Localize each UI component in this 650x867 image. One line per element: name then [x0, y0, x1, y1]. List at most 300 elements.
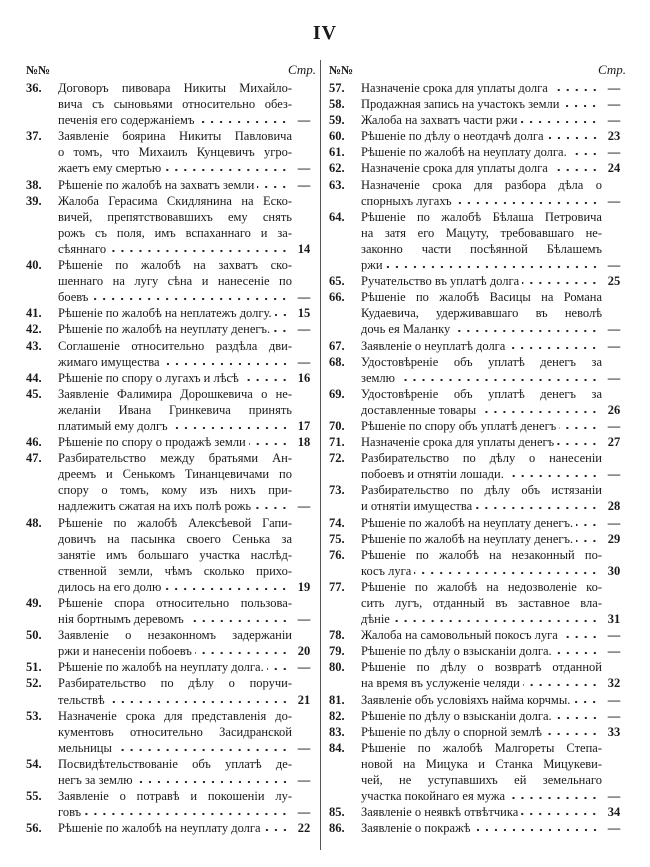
page-ref: 25: [607, 274, 621, 289]
page-ref: 24: [607, 161, 621, 176]
title-line: участка покойнаго ея мужа: [361, 789, 506, 804]
page-ref: —: [297, 805, 311, 820]
entry-number: 49.: [26, 596, 42, 610]
title-line-row: [361, 756, 626, 772]
title-line: Посвидѣтельствованіе объ уплатѣ де-: [58, 756, 292, 771]
toc-entry: [26, 788, 316, 820]
title-last-line: [58, 611, 316, 627]
entry-title: [361, 80, 626, 96]
page-ref: —: [607, 258, 621, 273]
toc-entry: [26, 595, 316, 627]
title-line-row: [58, 466, 316, 482]
entry-title: [58, 80, 316, 128]
title-line: Кудаевича, удерживавшаго въ неволѣ: [361, 306, 602, 321]
toc-entry: [26, 820, 316, 836]
title-line-row: [361, 289, 626, 305]
entry-number: 80.: [329, 660, 345, 675]
toc-entry: [329, 418, 626, 434]
entry-title: [361, 177, 626, 209]
title-line: Рѣшеніе по жалобѣ Алексѣевой Гапи-: [58, 515, 292, 530]
title-line: рожъ съ поля, имъ вспаханнаго и за-: [58, 225, 292, 240]
toc-entry: [329, 659, 626, 691]
title-line: Назначеніе срока для уплаты денегъ: [361, 435, 555, 450]
entry-title: [361, 659, 626, 691]
entry-number: 48.: [26, 515, 42, 530]
title-line: новой на Мицука и Станка Мицукеви-: [361, 756, 602, 771]
title-line: Жалоба на захватъ части ржи: [361, 113, 518, 128]
title-line: Заявленіе объ условіяхъ найма корчмы.: [361, 692, 571, 707]
title-line: шеннаго на лугу сѣна и нанесеніе по: [58, 274, 292, 289]
title-line: платимый ему долгъ: [58, 418, 168, 433]
entry-title: [361, 740, 626, 804]
toc-entry: [26, 708, 316, 756]
title-line-row: [361, 579, 626, 595]
dot-leader: [555, 645, 599, 655]
title-line-row: [58, 338, 316, 354]
entry-number: 40.: [26, 258, 42, 273]
dot-leader: [453, 323, 599, 333]
title-last-line: [361, 144, 626, 160]
title-last-line: [361, 611, 626, 627]
entry-title: [361, 547, 626, 579]
title-line: желаніи Ивана Гринкевича принять: [58, 402, 292, 417]
toc-entry: [26, 756, 316, 788]
title-line: сѣяннаго: [58, 241, 107, 256]
title-line: Заявленіе о потравѣ и покошеніи лу-: [58, 789, 292, 804]
page-ref: —: [607, 708, 621, 723]
title-line-row: [58, 515, 316, 531]
title-line: спору о томъ, кому изъ нихъ при-: [58, 483, 292, 498]
page-ref: —: [297, 773, 311, 788]
title-line-row: [58, 756, 316, 772]
toc-entry: [26, 434, 316, 450]
title-last-line: [361, 643, 626, 659]
page-ref: —: [297, 161, 311, 176]
title-line-row: [58, 402, 316, 418]
title-line: побоевъ и отнятіи лошади.: [361, 467, 504, 482]
title-line-row: [58, 80, 316, 96]
entry-title: [361, 692, 626, 708]
title-line-row: [361, 354, 626, 370]
dot-leader: [414, 565, 599, 575]
title-line-row: [361, 209, 626, 225]
toc-entry: [26, 321, 316, 337]
entry-number: 79.: [329, 644, 345, 659]
entry-title: [361, 112, 626, 128]
title-line: на затя его Мацуту, требовавшаго не-: [361, 225, 602, 240]
page-ref: —: [607, 193, 621, 208]
title-line: Заявленіе о покражѣ: [361, 821, 471, 836]
title-line-row: [361, 547, 626, 563]
page-number: IV: [312, 22, 338, 44]
title-line-row: [58, 450, 316, 466]
entry-title: [58, 820, 316, 836]
title-line: Рѣшеніе по дѣлу о взысканіи долга.: [361, 644, 552, 659]
entry-number: 56.: [26, 821, 42, 836]
entry-title: [361, 160, 626, 176]
page-ref: —: [607, 97, 621, 112]
dot-leader: [187, 613, 289, 623]
dot-leader: [562, 98, 599, 108]
title-last-line: [58, 804, 316, 820]
title-last-line: [361, 498, 626, 514]
toc-entry: [26, 128, 316, 176]
dot-leader: [455, 195, 599, 205]
dot-leader: [547, 130, 599, 140]
toc-entry: [329, 354, 626, 386]
entry-number: 59.: [329, 113, 345, 128]
title-last-line: [361, 273, 626, 289]
title-line-row: [58, 482, 316, 498]
entry-title: [58, 193, 316, 257]
toc-entry: [329, 273, 626, 289]
toc-entry: [26, 627, 316, 659]
title-line: Разбирательство по дѣлу объ истязаніи: [361, 483, 602, 498]
page-ref: —: [297, 660, 311, 675]
entry-number: 68.: [329, 354, 345, 369]
entry-title: [58, 756, 316, 788]
title-last-line: [361, 563, 626, 579]
title-last-line: [361, 434, 626, 450]
entry-title: [58, 386, 316, 434]
title-line: Рѣшеніе спора относительно пользова-: [58, 596, 292, 610]
entry-title: [58, 788, 316, 820]
title-line: Разбирательство по дѣлу о нанесеніи: [361, 451, 602, 466]
title-last-line: [58, 579, 316, 595]
title-line: Рѣшеніе по жалобѣ на захватъ ско-: [58, 258, 292, 273]
title-line: сить лугъ, отданный въ заставное вла-: [361, 596, 602, 610]
page-ref: 21: [297, 692, 311, 707]
title-line: спорныхъ лугахъ: [361, 193, 452, 208]
title-line: Рѣшеніе по жалобѣ на неуплату долга.: [361, 145, 567, 160]
toc-entry: [26, 386, 316, 434]
entry-number: 55.: [26, 789, 42, 804]
toc-entry: [26, 80, 316, 128]
page-ref: 19: [297, 579, 311, 594]
entry-title: [361, 338, 626, 354]
entry-title: [361, 289, 626, 337]
title-last-line: [361, 531, 626, 547]
entry-title: [361, 144, 626, 160]
toc-list-right: [329, 80, 626, 836]
entry-number: 85.: [329, 805, 345, 820]
title-last-line: [361, 80, 626, 96]
title-line-row: [58, 627, 316, 643]
page-ref: 20: [297, 644, 311, 659]
dot-leader: [551, 162, 599, 172]
page-ref: —: [607, 338, 621, 353]
title-last-line: [361, 257, 626, 273]
page-ref: 18: [297, 435, 311, 450]
title-line: надлежитъ сжатая на ихъ полѣ рожь: [58, 499, 252, 514]
title-last-line: [361, 675, 626, 691]
title-line-row: [58, 595, 316, 611]
entry-title: [58, 659, 316, 675]
toc-entry: [329, 579, 626, 627]
entry-number: 65.: [329, 274, 345, 289]
page-ref: —: [607, 370, 621, 385]
entry-title: [361, 482, 626, 514]
page-ref: 27: [607, 435, 621, 450]
page-ref: —: [607, 692, 621, 707]
title-line: Рѣшеніе по жалобѣ на недозволеніе ко-: [361, 579, 602, 594]
dot-leader: [386, 259, 599, 269]
page-ref: —: [297, 740, 311, 755]
title-line: Рѣшеніе по спору объ уплатѣ денегъ: [361, 418, 557, 433]
toc-entry: [329, 160, 626, 176]
page-ref: 31: [607, 612, 621, 627]
title-line-row: [58, 96, 316, 112]
toc-entry: [329, 96, 626, 112]
entry-title: [361, 273, 626, 289]
title-line: Рѣшеніе по дѣлу о взысканіи долга.: [361, 708, 552, 723]
dot-leader: [507, 468, 599, 478]
toc-entry: [329, 643, 626, 659]
title-last-line: [58, 321, 316, 337]
toc-entry: [329, 531, 626, 547]
entry-number: 77.: [329, 579, 345, 594]
entry-number: 73.: [329, 483, 345, 498]
title-line-row: [361, 659, 626, 675]
title-line: Рѣшеніе по жалобѣ на неуплату денегъ.: [361, 515, 574, 530]
page-ref: —: [607, 821, 621, 836]
title-line-row: [58, 547, 316, 563]
entry-number: 39.: [26, 193, 42, 208]
title-last-line: [58, 740, 316, 756]
entry-number: 36.: [26, 81, 42, 95]
dot-leader: [557, 436, 599, 446]
entry-number: 67.: [329, 338, 345, 353]
dot-leader: [264, 822, 289, 832]
toc-entry: [26, 305, 316, 321]
toc-entry: [329, 434, 626, 450]
title-line-row: [361, 772, 626, 788]
title-last-line: [361, 515, 626, 531]
entry-number: 86.: [329, 821, 345, 836]
entry-number: 44.: [26, 370, 42, 385]
title-line: Рѣшеніе по дѣлу о возвратѣ отданной: [361, 660, 602, 675]
entry-title: [361, 128, 626, 144]
title-last-line: [58, 498, 316, 514]
toc-entry: [329, 450, 626, 482]
title-line: Рѣшеніе по жалобѣ Малгореты Степа-: [361, 740, 602, 755]
title-last-line: [58, 112, 316, 128]
title-line-row: [361, 595, 626, 611]
title-line: Рѣшеніе по жалобѣ на неуплату долга: [58, 821, 261, 836]
title-line-row: [58, 257, 316, 273]
entry-title: [58, 128, 316, 176]
dot-leader: [197, 114, 289, 124]
dot-leader: [576, 517, 599, 527]
dot-leader: [508, 340, 599, 350]
title-last-line: [361, 128, 626, 144]
title-last-line: [361, 820, 626, 836]
toc-entry: [329, 209, 626, 273]
entry-number: 74.: [329, 515, 345, 530]
toc-entry: [329, 289, 626, 337]
title-line-row: [58, 788, 316, 804]
title-line: Разбирательство по дѣлу о поручи-: [58, 676, 292, 691]
toc-entry: [329, 547, 626, 579]
page-ref: 26: [607, 402, 621, 417]
entry-title: [361, 724, 626, 740]
title-line-row: [58, 563, 316, 579]
title-line: Разбирательство между братьями Ан-: [58, 451, 292, 466]
title-line-row: [58, 193, 316, 209]
title-last-line: [58, 305, 316, 321]
title-line: дѣніе: [361, 612, 390, 627]
title-line-row: [361, 386, 626, 402]
entry-number: 71.: [329, 435, 345, 450]
entry-title: [361, 434, 626, 450]
entry-number: 51.: [26, 660, 42, 675]
entry-title: [58, 370, 316, 386]
page-ref: —: [297, 177, 311, 192]
entry-number: 52.: [26, 676, 42, 691]
toc-entry: [26, 450, 316, 514]
entry-title: [361, 386, 626, 418]
title-line: жаетъ ему смертью: [58, 161, 162, 176]
dot-leader: [273, 323, 289, 333]
entry-number: 61.: [329, 145, 345, 160]
dot-leader: [576, 533, 599, 543]
title-line-row: [58, 531, 316, 547]
entry-title: [58, 708, 316, 756]
title-line-row: [58, 708, 316, 724]
toc-entry: [26, 659, 316, 675]
page-ref: 29: [607, 531, 621, 546]
entry-number: 54.: [26, 756, 42, 771]
title-line: Рѣшеніе по жалобѣ Бѣлаша Петровича: [361, 209, 602, 224]
title-line: Продажная запись на участокъ земли: [361, 97, 560, 112]
title-line: Заявленіе о неявкѣ отвѣтчика: [361, 805, 519, 820]
page-ref: —: [607, 322, 621, 337]
entry-number: 72.: [329, 451, 345, 466]
dot-leader: [474, 822, 599, 832]
dot-leader: [84, 806, 289, 816]
dot-leader: [573, 694, 599, 704]
entry-title: [58, 257, 316, 305]
title-line-row: [58, 273, 316, 289]
dot-leader: [242, 372, 289, 382]
title-line: довичъ на пасынка своего Сенька за: [58, 531, 292, 546]
entry-title: [58, 515, 316, 595]
dot-leader: [551, 82, 599, 92]
toc-entry: [329, 740, 626, 804]
page-ref: 28: [607, 499, 621, 514]
title-line-row: [58, 144, 316, 160]
entry-number: 47.: [26, 451, 42, 466]
toc-entry: [329, 482, 626, 514]
toc-entry: [329, 177, 626, 209]
page-ref: —: [297, 354, 311, 369]
entry-number: 83.: [329, 724, 345, 739]
title-last-line: [58, 370, 316, 386]
entry-number: 42.: [26, 322, 42, 337]
title-line: Заявленіе Фалимира Дорошкевича о не-: [58, 386, 292, 401]
page-ref: —: [607, 644, 621, 659]
entry-title: [58, 321, 316, 337]
entry-number: 63.: [329, 177, 345, 192]
entry-number: 37.: [26, 129, 42, 144]
title-line: Рѣшеніе по спору о продажѣ земли: [58, 435, 246, 450]
entry-number: 43.: [26, 338, 42, 353]
entry-number: 78.: [329, 628, 345, 643]
entry-number: 84.: [329, 740, 345, 755]
page-ref: —: [607, 789, 621, 804]
dot-leader: [257, 179, 289, 189]
title-line: и отнятіи имущества: [361, 499, 473, 514]
column-header: [329, 60, 626, 80]
page-ref: —: [607, 113, 621, 128]
title-line: косъ луга: [361, 563, 412, 578]
title-line: землю: [361, 370, 395, 385]
toc-entry: [26, 515, 316, 595]
title-line: законно части посѣянной Бѣлашемъ: [361, 241, 602, 256]
title-last-line: [58, 241, 316, 257]
title-line: нія бортнымъ деревомъ: [58, 612, 184, 627]
entry-number: 76.: [329, 547, 345, 562]
title-line-row: [361, 482, 626, 498]
page-ref: 34: [607, 805, 621, 820]
title-line: Рѣшеніе по жалобѣ на неуплату денегъ.: [58, 322, 271, 337]
dot-leader: [523, 677, 599, 687]
dot-leader: [393, 613, 599, 623]
page-ref: —: [607, 418, 621, 433]
number-header: №№: [26, 63, 51, 77]
toc-list-left: [26, 80, 316, 836]
dot-leader: [521, 806, 599, 816]
title-line: чей, не уступавшихъ ей земельнаго: [361, 773, 602, 788]
title-line: дреемъ и Сенькомъ Тинанцевичами по: [58, 467, 292, 482]
page-ref: 23: [607, 129, 621, 144]
title-last-line: [361, 370, 626, 386]
title-line: кументовъ относительно Засидранской: [58, 724, 292, 739]
title-line: Рѣшеніе по жалобѣ на неуплату денегъ.: [361, 531, 574, 546]
toc-entry: [26, 370, 316, 386]
page-ref: —: [607, 628, 621, 643]
title-line: на время въ услуженіе челяди: [361, 676, 520, 691]
toc-column-right: [320, 60, 626, 850]
page-ref: 30: [607, 563, 621, 578]
title-line: Рѣшеніе по жалобѣ Васицы на Романа: [361, 290, 602, 305]
title-last-line: [58, 820, 316, 836]
page-ref: —: [297, 113, 311, 128]
toc-entry: [329, 724, 626, 740]
title-line: дочь ея Маланку: [361, 322, 451, 337]
title-line: Рѣшеніе по жалобѣ на захватъ земли: [58, 177, 255, 192]
dot-leader: [91, 291, 289, 301]
title-line: Заявленіе боярина Никиты Павловича: [58, 129, 292, 144]
title-line: Заявленіе о незаконномъ задержаніи: [58, 628, 292, 643]
title-line: Удостовѣреніе объ уплатѣ денегъ за: [361, 386, 602, 401]
title-last-line: [361, 112, 626, 128]
entry-number: 53.: [26, 708, 42, 723]
toc-entry: [329, 386, 626, 418]
entry-number: 66.: [329, 290, 345, 305]
entry-number: 62.: [329, 161, 345, 176]
entry-title: [361, 531, 626, 547]
page-ref: —: [297, 290, 311, 305]
title-line: ственной земли, чѣмъ сколько прихо-: [58, 563, 292, 578]
entry-title: [361, 708, 626, 724]
dot-leader: [398, 372, 599, 382]
title-line: жимаго имущества: [58, 354, 160, 369]
toc-entry: [329, 692, 626, 708]
toc-entry: [329, 144, 626, 160]
toc-entry: [26, 675, 316, 707]
toc-column-left: [26, 60, 320, 836]
